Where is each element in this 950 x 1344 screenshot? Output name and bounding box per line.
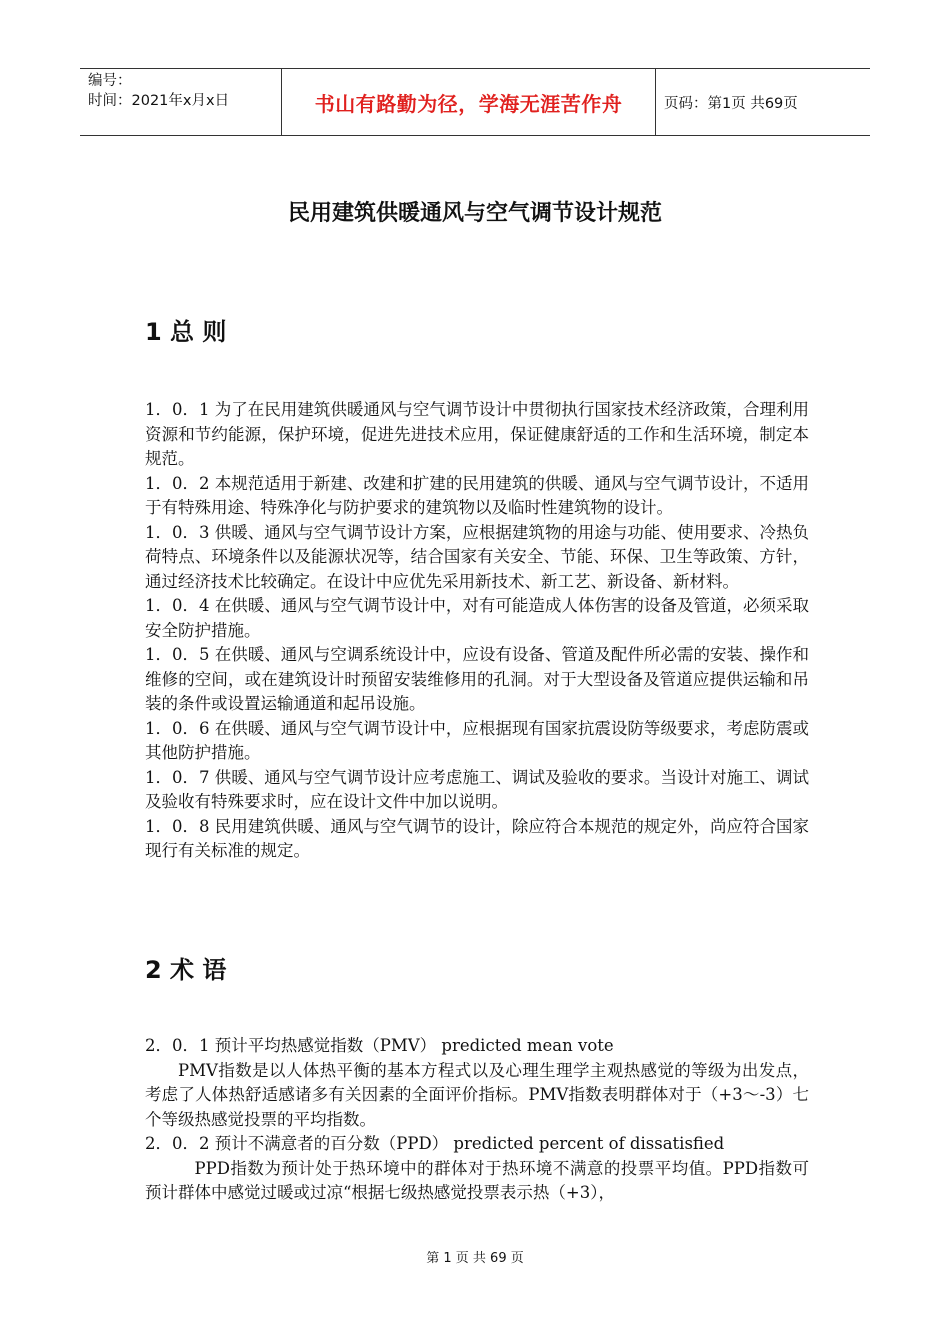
clause-paragraph: 1．0．8 民用建筑供暖、通风与空气调节的设计，除应符合本规范的规定外，尚应符合国家现行有关标准的规定。: [145, 816, 809, 860]
clause-paragraph: 1．0．6 在供暖、通风与空气调节设计中，应根据现有国家抗震设防等级要求，考虑防震或其他防护措施。: [145, 718, 809, 762]
section-heading-terms: 2 术 语: [145, 956, 227, 984]
page-header: [80, 68, 870, 136]
clause-paragraph: 1．0．3 供暖、通风与空气调节设计方案，应根据建筑物的用途与功能、使用要求、冷热负荷特点、环境条件以及能源状况等，结合国家有关安全、节能、环保、卫生等政策、方针，通过经济技术比较确定。在设计中应优先采用新技术、新工艺、新设备、新材料。: [145, 522, 809, 591]
document-number-label: 编号：: [88, 73, 132, 89]
term-definition: PPD指数为预计处于热环境中的群体对于热环境不满意的投票平均值。PPD指数可预计群体中感觉过暖或过凉“根据七级热感觉投票表示热（+3），: [145, 1158, 809, 1202]
clause-paragraph: 1．0．7 供暖、通风与空气调节设计应考虑施工、调试及验收的要求。当设计对施工、调试及验收有特殊要求时，应在设计文件中加以说明。: [145, 767, 809, 811]
clause-paragraph: 1．0．1 为了在民用建筑供暖通风与空气调节设计中贯彻执行国家技术经济政策，合理利用资源和节约能源，保护环境，促进先进技术应用，保证健康舒适的工作和生活环境，制定本规范。: [145, 400, 809, 468]
clause-paragraph: 1．0．5 在供暖、通风与空调系统设计中，应设有设备、管道及配件所必需的安装、操作和维修的空间，或在建筑设计时预留安装维修用的孔洞。对于大型设备及管道应提供运输和吊装的条件或设置运输通道和起吊设施。: [145, 645, 809, 713]
term-heading: 2．0．1 预计平均热感觉指数（PMV） predicted mean vote: [145, 1036, 614, 1055]
header-page-info: 页码：第1页 共69页: [664, 95, 798, 112]
section-body-terms: [145, 1034, 809, 1206]
section-heading-general: 1 总 则: [145, 318, 227, 346]
clause-paragraph: 1．0．4 在供暖、通风与空气调节设计中，对有可能造成人体伤害的设备及管道，必须采取安全防护措施。: [145, 596, 809, 640]
document-date: 时间：2021年x月x日: [88, 93, 230, 109]
header-meta: [80, 69, 282, 135]
header-motto: 书山有路勤为径，学海无涯苦作舟: [282, 69, 656, 135]
term-definition: PMV指数是以人体热平衡的基本方程式以及心理生理学主观热感觉的等级为出发点，考虑了人体热舒适感诸多有关因素的全面评价指标。PMV指数表明群体对于（+3～-3）七个等级热感觉投票的平均指数。: [145, 1060, 809, 1129]
document-title: 民用建筑供暖通风与空气调节设计规范: [287, 201, 662, 226]
term-heading: 2．0．2 预计不满意者的百分数（PPD） predicted percent of dissatisfied: [145, 1134, 725, 1153]
clause-paragraph: 1．0．2 本规范适用于新建、改建和扩建的民用建筑的供暖、通风与空气调节设计，不适用于有特殊用途、特殊净化与防护要求的建筑物以及临时性建筑物的设计。: [145, 473, 809, 517]
section-body-general: [145, 398, 809, 864]
page-footer: 第 1 页 共 69 页: [426, 1251, 524, 1266]
